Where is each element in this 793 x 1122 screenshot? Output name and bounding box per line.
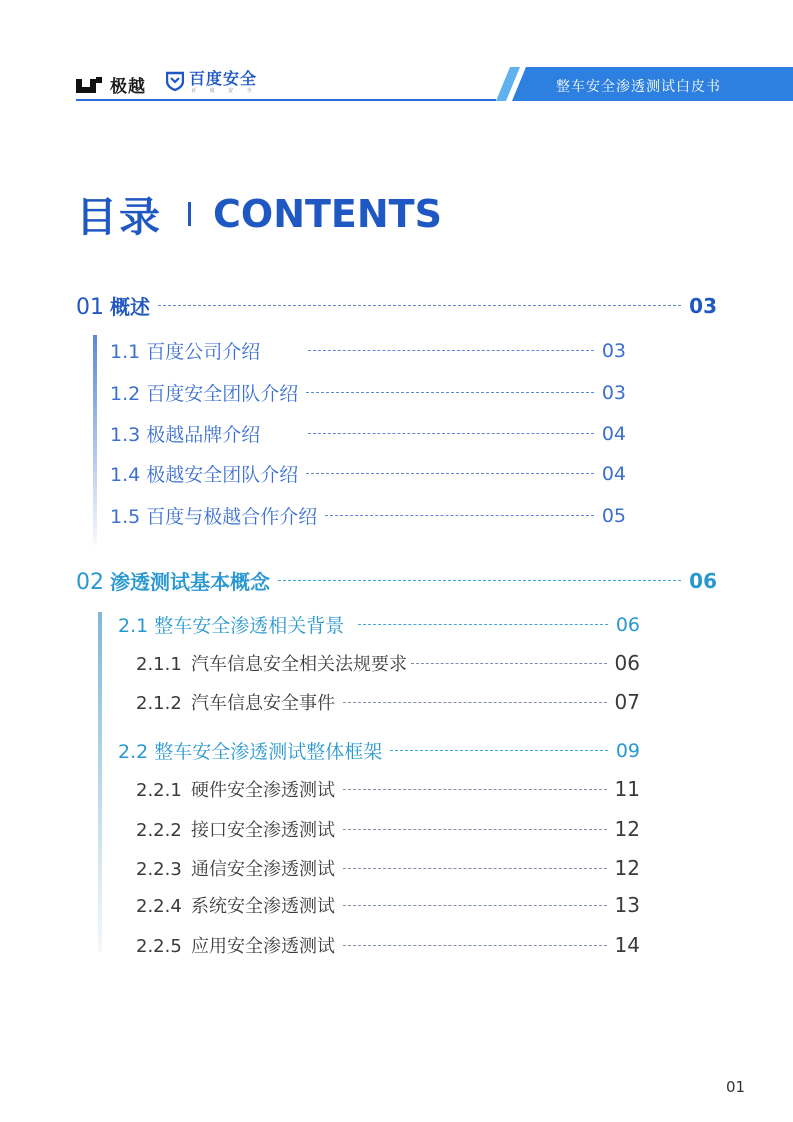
- toc-item-1-5[interactable]: [110, 502, 626, 529]
- toc-leader: [390, 750, 608, 751]
- toc-item-2-2-3[interactable]: [136, 855, 640, 881]
- toc-leader: [343, 702, 607, 703]
- toc-item-2-2-2[interactable]: [136, 816, 640, 842]
- toc-leader: [306, 392, 594, 393]
- toc-item-1-2[interactable]: [110, 379, 626, 406]
- toc-leader: [308, 350, 594, 351]
- toc-item-1-1[interactable]: [110, 337, 626, 364]
- toc-item-2-1-2[interactable]: [136, 689, 640, 715]
- toc-item-label: 1.3 极越品牌介绍: [110, 424, 261, 446]
- toc-section-01-page: 03: [689, 293, 717, 318]
- document-title-band: [496, 67, 793, 101]
- toc-leader: [343, 829, 607, 830]
- baidu-logo-text: 百度安全: [189, 69, 258, 88]
- toc-item-page: 09: [615, 739, 640, 762]
- toc-item-title: [136, 932, 335, 958]
- jiyue-logo: [76, 72, 146, 97]
- toc-leader: [308, 433, 594, 434]
- toc-leader: [343, 905, 607, 906]
- toc-item-label: 1.2 百度安全团队介绍: [110, 383, 299, 405]
- toc-section-02-title: [76, 566, 270, 595]
- toc-item-2-2-4[interactable]: [136, 892, 640, 918]
- toc-item-2-1-1[interactable]: [136, 650, 640, 676]
- toc-item-label: 1.4 极越安全团队介绍: [110, 464, 299, 486]
- toc-item-page: 04: [601, 422, 626, 445]
- header-divider: [76, 99, 496, 101]
- toc-item-page: 12: [614, 856, 640, 880]
- toc-item-number: 2.2.3: [136, 859, 182, 880]
- toc-section-01-title: [76, 291, 150, 320]
- toc-item-title: [136, 689, 335, 715]
- toc-item-page: 03: [601, 339, 626, 362]
- section-2-bar: [98, 612, 102, 952]
- toc-item-page: 11: [614, 777, 640, 801]
- toc-leader: [306, 473, 594, 474]
- toc-item-page: 05: [601, 504, 626, 527]
- jiyue-logo-text: 极越: [110, 77, 146, 97]
- toc-item-label: 1.1 百度公司介绍: [110, 341, 261, 363]
- toc-item-1-3[interactable]: [110, 420, 626, 447]
- toc-item-number: 2.1.1: [136, 654, 182, 675]
- toc-section-01-number: 01: [76, 295, 104, 320]
- toc-item-2-2-1[interactable]: [136, 776, 640, 802]
- toc-section-02[interactable]: [76, 566, 717, 595]
- toc-item-label: 1.5 百度与极越合作介绍: [110, 506, 318, 528]
- toc-item-page: 03: [601, 381, 626, 404]
- toc-item-page: 07: [614, 690, 640, 714]
- toc-item-label: 2.2 整车安全渗透测试整体框架: [118, 741, 383, 763]
- toc-item-label: 通信安全渗透测试: [191, 859, 335, 880]
- toc-item-title: [136, 855, 335, 881]
- toc-item-title: [136, 650, 407, 676]
- toc-item-label: 系统安全渗透测试: [191, 896, 335, 917]
- toc-item-2-2[interactable]: [118, 737, 640, 764]
- toc-item-page: 12: [614, 817, 640, 841]
- toc-item-1-4[interactable]: [110, 460, 626, 487]
- toc-item-number: 2.2.5: [136, 936, 182, 957]
- toc-item-label: 接口安全渗透测试: [191, 820, 335, 841]
- toc-section-02-page: 06: [689, 568, 717, 593]
- toc-item-page: 13: [614, 893, 640, 917]
- page-header: [0, 0, 793, 110]
- toc-leader: [325, 515, 594, 516]
- toc-item-page: 04: [601, 462, 626, 485]
- toc-leader: [358, 624, 608, 625]
- baidu-security-logo: [166, 70, 258, 95]
- toc-item-title: [136, 892, 335, 918]
- toc-leader: [278, 580, 681, 581]
- toc-leader: [411, 663, 607, 664]
- toc-item-2-1[interactable]: [118, 611, 640, 638]
- jiyue-logo-icon: [76, 75, 102, 95]
- toc-item-page: 06: [615, 613, 640, 636]
- toc-leader: [158, 305, 681, 306]
- toc-item-number: 2.2.4: [136, 896, 182, 917]
- toc-item-2-2-5[interactable]: [136, 932, 640, 958]
- toc-item-number: 2.2.2: [136, 820, 182, 841]
- toc-item-label: 汽车信息安全相关法规要求: [191, 654, 407, 675]
- toc-item-number: 2.1.2: [136, 693, 182, 714]
- section-1-bar: [93, 335, 97, 545]
- shield-icon: [166, 71, 184, 91]
- contents-heading: [76, 184, 442, 243]
- contents-heading-en: CONTENTS: [213, 191, 442, 236]
- toc-leader: [343, 945, 607, 946]
- toc-item-title: [136, 816, 335, 842]
- document-title: 整车安全渗透测试白皮书: [556, 79, 721, 95]
- heading-separator: [188, 202, 191, 226]
- toc-section-01-label: 概述: [110, 295, 150, 319]
- toc-item-title: [136, 776, 335, 802]
- toc-item-number: 2.2.1: [136, 780, 182, 801]
- toc-leader: [343, 789, 607, 790]
- toc-item-page: 06: [614, 651, 640, 675]
- toc-item-page: 14: [614, 933, 640, 957]
- toc-section-02-label: 渗透测试基本概念: [110, 570, 270, 594]
- toc-item-label: 2.1 整车安全渗透相关背景: [118, 615, 345, 637]
- toc-leader: [343, 868, 607, 869]
- contents-heading-zh: 目录: [76, 193, 162, 241]
- baidu-logo-subtext: 百 度 安 全: [191, 88, 258, 94]
- toc-section-02-number: 02: [76, 570, 104, 595]
- toc-item-label: 硬件安全渗透测试: [191, 780, 335, 801]
- toc-item-label: 汽车信息安全事件: [191, 693, 335, 714]
- toc-item-label: 应用安全渗透测试: [191, 936, 335, 957]
- toc-section-01[interactable]: [76, 291, 717, 320]
- page-number: 01: [726, 1078, 746, 1096]
